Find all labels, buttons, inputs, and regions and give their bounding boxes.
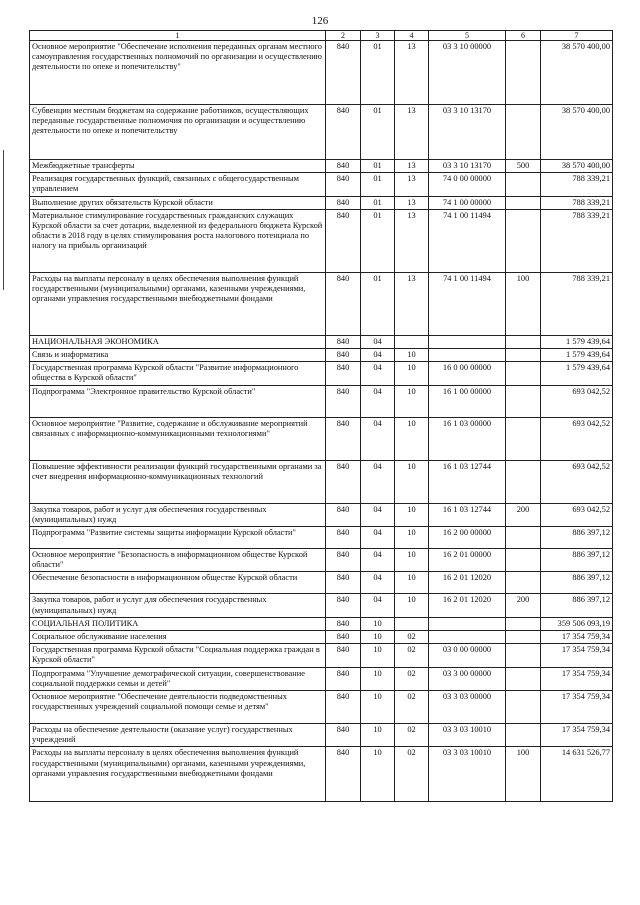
row-section: 10 [361, 691, 395, 724]
row-name: НАЦИОНАЛЬНАЯ ЭКОНОМИКА [30, 335, 326, 348]
row-name: Социальное обслуживание населения [30, 631, 326, 644]
row-name: Связь и информатика [30, 349, 326, 362]
row-grbs: 840 [326, 644, 361, 667]
row-amount: 17 354 759,34 [541, 644, 613, 667]
row-grbs: 840 [326, 105, 361, 160]
row-expense-type [506, 105, 541, 160]
row-target-article [429, 631, 506, 644]
row-section: 01 [361, 196, 395, 209]
row-target-article: 16 1 00 00000 [429, 385, 506, 417]
row-amount: 1 579 439,64 [541, 349, 613, 362]
row-expense-type [506, 617, 541, 630]
row-amount: 17 354 759,34 [541, 631, 613, 644]
row-grbs: 840 [326, 209, 361, 272]
row-grbs: 840 [326, 272, 361, 335]
row-subsection: 10 [395, 417, 429, 460]
table-row [30, 667, 613, 690]
row-section: 04 [361, 385, 395, 417]
row-expense-type [506, 417, 541, 460]
row-expense-type: 100 [506, 747, 541, 802]
row-target-article: 03 3 00 00000 [429, 667, 506, 690]
row-subsection: 10 [395, 572, 429, 594]
row-subsection: 10 [395, 527, 429, 549]
row-expense-type [506, 460, 541, 503]
row-amount: 693 042,52 [541, 385, 613, 417]
row-amount: 693 042,52 [541, 503, 613, 526]
row-expense-type: 200 [506, 503, 541, 526]
table-row [30, 644, 613, 667]
row-name: Основное мероприятие "Развитие, содержание и обслуживание мероприятий связанных с информационно-коммуникационными технологиями" [30, 417, 326, 460]
row-amount: 788 339,21 [541, 209, 613, 272]
row-section: 01 [361, 105, 395, 160]
row-section: 10 [361, 724, 395, 747]
row-section: 04 [361, 460, 395, 503]
row-subsection: 13 [395, 209, 429, 272]
row-expense-type [506, 644, 541, 667]
row-name: Основное мероприятие "Обеспечение исполнения переданных органам местного самоуправления государственных полномочий по организации и осуществлению деятельности по опеке и попечительству" [30, 41, 326, 105]
table-row [30, 747, 613, 802]
row-grbs: 840 [326, 572, 361, 594]
row-grbs: 840 [326, 594, 361, 617]
row-subsection: 13 [395, 173, 429, 196]
row-section: 01 [361, 209, 395, 272]
row-target-article: 16 1 03 12744 [429, 503, 506, 526]
column-header: 2 [326, 31, 361, 41]
row-expense-type: 100 [506, 272, 541, 335]
row-amount: 1 579 439,64 [541, 362, 613, 385]
table-row [30, 724, 613, 747]
row-subsection: 13 [395, 160, 429, 173]
row-expense-type [506, 527, 541, 549]
row-target-article: 16 2 01 00000 [429, 549, 506, 572]
row-expense-type [506, 349, 541, 362]
row-amount: 1 579 439,64 [541, 335, 613, 348]
row-expense-type [506, 572, 541, 594]
table-row [30, 349, 613, 362]
row-amount: 886 397,12 [541, 594, 613, 617]
row-section: 04 [361, 349, 395, 362]
row-target-article: 74 0 00 00000 [429, 173, 506, 196]
row-grbs: 840 [326, 417, 361, 460]
row-expense-type [506, 667, 541, 690]
row-section: 04 [361, 549, 395, 572]
row-grbs: 840 [326, 349, 361, 362]
row-amount: 38 570 400,00 [541, 105, 613, 160]
row-name: Подпрограмма "Электронное правительство Курской области" [30, 385, 326, 417]
row-expense-type [506, 362, 541, 385]
row-target-article: 03 3 10 00000 [429, 41, 506, 105]
row-expense-type [506, 196, 541, 209]
row-name: Государственная программа Курской области "Развитие информационного общества в Курской области" [30, 362, 326, 385]
row-section: 04 [361, 594, 395, 617]
row-amount: 788 339,21 [541, 173, 613, 196]
row-subsection: 13 [395, 41, 429, 105]
column-header: 4 [395, 31, 429, 41]
row-section: 04 [361, 572, 395, 594]
row-target-article: 03 3 10 13170 [429, 160, 506, 173]
row-grbs: 840 [326, 173, 361, 196]
row-grbs: 840 [326, 196, 361, 209]
row-name: Расходы на обеспечение деятельности (оказание услуг) государственных учреждений [30, 724, 326, 747]
row-amount: 17 354 759,34 [541, 724, 613, 747]
row-grbs: 840 [326, 667, 361, 690]
row-subsection: 10 [395, 503, 429, 526]
row-amount: 17 354 759,34 [541, 691, 613, 724]
table-row [30, 549, 613, 572]
row-name: Обеспечение безопасности в информационном обществе Курской области [30, 572, 326, 594]
row-grbs: 840 [326, 385, 361, 417]
row-expense-type [506, 724, 541, 747]
table-row [30, 41, 613, 105]
row-target-article: 16 2 00 00000 [429, 527, 506, 549]
row-name: СОЦИАЛЬНАЯ ПОЛИТИКА [30, 617, 326, 630]
column-header: 1 [30, 31, 326, 41]
row-amount: 14 631 526,77 [541, 747, 613, 802]
row-name: Выполнение других обязательств Курской области [30, 196, 326, 209]
column-header: 5 [429, 31, 506, 41]
row-section: 01 [361, 41, 395, 105]
row-section: 01 [361, 272, 395, 335]
row-subsection: 10 [395, 549, 429, 572]
table-row [30, 196, 613, 209]
budget-table [29, 30, 613, 802]
row-target-article: 16 0 00 00000 [429, 362, 506, 385]
row-section: 04 [361, 362, 395, 385]
page-number: 126 [311, 15, 329, 27]
table-row [30, 173, 613, 196]
row-name: Закупка товаров, работ и услуг для обеспечения государственных (муниципальных) нужд [30, 503, 326, 526]
row-amount: 693 042,52 [541, 460, 613, 503]
row-name: Материальное стимулирование государственных гражданских служащих Курской области за счет дотации, выделенной из федерального бюджета Курской области в 2018 году в целях стимулирования роста налогового потенциала по налогу на прибыль организаций [30, 209, 326, 272]
row-section: 04 [361, 417, 395, 460]
table-row [30, 617, 613, 630]
row-expense-type [506, 173, 541, 196]
row-amount: 886 397,12 [541, 527, 613, 549]
row-name: Повышение эффективности реализации функций государственными органами за счет внедрения информационно-коммуникационных технологий [30, 460, 326, 503]
row-grbs: 840 [326, 160, 361, 173]
table-header-row [30, 31, 613, 41]
row-subsection: 13 [395, 105, 429, 160]
row-target-article [429, 335, 506, 348]
row-name: Расходы на выплаты персоналу в целях обеспечения выполнения функций государственными (муниципальными) органами, казенными учреждениями, органами управления государственными внебюджетными фондами [30, 272, 326, 335]
row-section: 10 [361, 617, 395, 630]
row-expense-type [506, 335, 541, 348]
row-grbs: 840 [326, 631, 361, 644]
row-expense-type [506, 385, 541, 417]
row-name: Расходы на выплаты персоналу в целях обеспечения выполнения функций государственными (муниципальными) органами, казенными учреждениями, органами управления государственными внебюджетными фондами [30, 747, 326, 802]
table-row [30, 335, 613, 348]
column-header: 3 [361, 31, 395, 41]
row-expense-type [506, 41, 541, 105]
row-section: 01 [361, 173, 395, 196]
row-target-article: 74 1 00 00000 [429, 196, 506, 209]
row-target-article: 16 2 01 12020 [429, 572, 506, 594]
row-expense-type [506, 549, 541, 572]
row-expense-type: 200 [506, 594, 541, 617]
row-section: 10 [361, 644, 395, 667]
row-grbs: 840 [326, 549, 361, 572]
row-amount: 38 570 400,00 [541, 160, 613, 173]
row-subsection: 02 [395, 631, 429, 644]
row-grbs: 840 [326, 617, 361, 630]
row-target-article: 03 3 03 10010 [429, 747, 506, 802]
table-row [30, 160, 613, 173]
row-amount: 693 042,52 [541, 417, 613, 460]
row-name: Подпрограмма "Развитие системы защиты информации Курской области" [30, 527, 326, 549]
row-subsection [395, 617, 429, 630]
row-target-article: 03 3 03 10010 [429, 724, 506, 747]
row-name: Реализация государственных функций, связанных с общегосударственным управлением [30, 173, 326, 196]
row-subsection: 10 [395, 349, 429, 362]
row-section: 01 [361, 160, 395, 173]
row-subsection: 13 [395, 272, 429, 335]
row-subsection: 02 [395, 747, 429, 802]
row-target-article: 16 1 03 00000 [429, 417, 506, 460]
row-subsection: 02 [395, 724, 429, 747]
row-target-article: 03 0 00 00000 [429, 644, 506, 667]
row-subsection: 10 [395, 362, 429, 385]
row-section: 10 [361, 667, 395, 690]
column-header: 7 [541, 31, 613, 41]
row-target-article: 16 1 03 12744 [429, 460, 506, 503]
row-section: 10 [361, 631, 395, 644]
row-subsection: 02 [395, 667, 429, 690]
row-section: 10 [361, 747, 395, 802]
row-amount: 886 397,12 [541, 549, 613, 572]
table-row [30, 105, 613, 160]
row-grbs: 840 [326, 747, 361, 802]
table-row [30, 460, 613, 503]
table-row [30, 503, 613, 526]
row-section: 04 [361, 335, 395, 348]
row-subsection [395, 335, 429, 348]
row-name: Межбюджетные трансферты [30, 160, 326, 173]
row-subsection: 02 [395, 691, 429, 724]
row-name: Подпрограмма "Улучшение демографической ситуации, совершенствование социальной поддержки семьи и детей" [30, 667, 326, 690]
row-name: Основное мероприятие "Обеспечение деятельности подведомственных государственных учреждений социальной помощи семье и детям" [30, 691, 326, 724]
table-row [30, 385, 613, 417]
row-target-article [429, 617, 506, 630]
row-subsection: 10 [395, 460, 429, 503]
row-grbs: 840 [326, 724, 361, 747]
row-amount: 17 354 759,34 [541, 667, 613, 690]
table-row [30, 594, 613, 617]
table-row [30, 572, 613, 594]
row-subsection: 02 [395, 644, 429, 667]
column-header: 6 [506, 31, 541, 41]
row-amount: 788 339,21 [541, 196, 613, 209]
row-grbs: 840 [326, 335, 361, 348]
row-expense-type [506, 209, 541, 272]
row-target-article: 03 3 10 13170 [429, 105, 506, 160]
table-row [30, 272, 613, 335]
row-grbs: 840 [326, 460, 361, 503]
row-subsection: 10 [395, 385, 429, 417]
row-grbs: 840 [326, 362, 361, 385]
row-subsection: 10 [395, 594, 429, 617]
row-section: 04 [361, 527, 395, 549]
row-amount: 38 570 400,00 [541, 41, 613, 105]
row-grbs: 840 [326, 41, 361, 105]
row-grbs: 840 [326, 527, 361, 549]
table-row [30, 527, 613, 549]
row-expense-type [506, 631, 541, 644]
row-target-article [429, 349, 506, 362]
row-amount: 886 397,12 [541, 572, 613, 594]
row-name: Закупка товаров, работ и услуг для обеспечения государственных (муниципальных) нужд [30, 594, 326, 617]
row-grbs: 840 [326, 691, 361, 724]
row-expense-type: 500 [506, 160, 541, 173]
row-target-article: 74 1 00 11494 [429, 272, 506, 335]
row-name: Государственная программа Курской области "Социальная поддержка граждан в Курской области" [30, 644, 326, 667]
row-grbs: 840 [326, 503, 361, 526]
row-name: Субвенции местным бюджетам на содержание работников, осуществляющих переданные государственные полномочия по организации и осуществлению деятельности по опеке и попечительству [30, 105, 326, 160]
row-target-article: 16 2 01 12020 [429, 594, 506, 617]
table-row [30, 417, 613, 460]
row-amount: 359 506 093,19 [541, 617, 613, 630]
row-name: Основное мероприятие "Безопасность в информационном обществе Курской области" [30, 549, 326, 572]
row-amount: 788 339,21 [541, 272, 613, 335]
table-row [30, 631, 613, 644]
row-expense-type [506, 691, 541, 724]
row-target-article: 03 3 03 00000 [429, 691, 506, 724]
table-row [30, 362, 613, 385]
margin-line [3, 150, 4, 290]
row-section: 04 [361, 503, 395, 526]
row-subsection: 13 [395, 196, 429, 209]
table-row [30, 691, 613, 724]
table-row [30, 209, 613, 272]
row-target-article: 74 1 00 11494 [429, 209, 506, 272]
